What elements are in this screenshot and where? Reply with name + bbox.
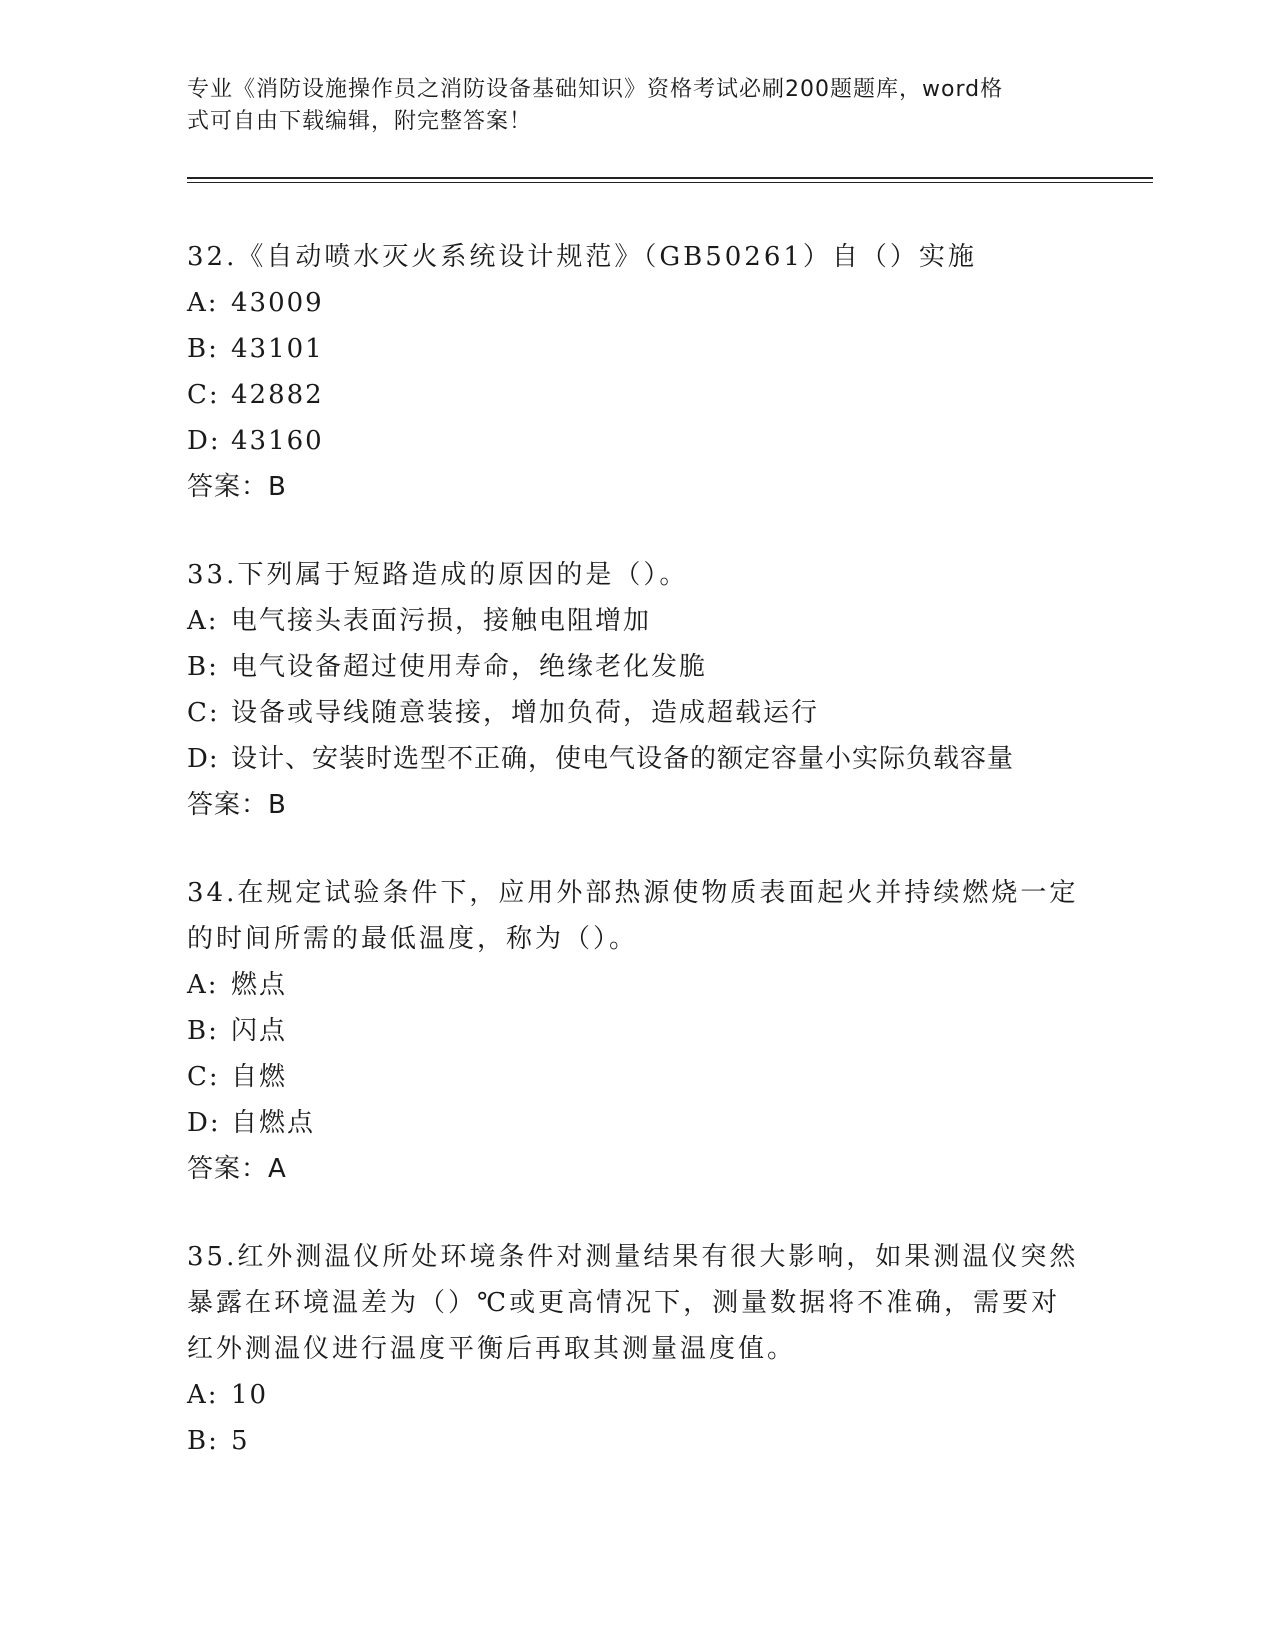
option-b xyxy=(187,326,1087,372)
option-text: 自燃 xyxy=(231,1062,288,1092)
option-letter: A: xyxy=(187,606,219,636)
option-text: 43009 xyxy=(231,288,324,318)
option-letter: D: xyxy=(187,744,219,774)
question-stem-line: 32.《自动喷水灭火系统设计规范》（GB50261）自（）实施 xyxy=(187,242,977,272)
option-text: 设备或导线随意装接，增加负荷，造成超载运行 xyxy=(231,698,820,728)
option-c xyxy=(187,372,1087,418)
option-c xyxy=(187,1054,1087,1100)
option-letter: D: xyxy=(187,426,221,456)
option-letter: B: xyxy=(187,1016,219,1046)
answer-line: 答案：B xyxy=(187,790,287,820)
option-letter: C: xyxy=(187,1062,220,1092)
option-letter: B: xyxy=(187,652,219,682)
question-33 xyxy=(187,552,1087,828)
option-text: 43101 xyxy=(231,334,324,364)
option-text: 燃点 xyxy=(231,970,288,1000)
option-d xyxy=(187,1100,1087,1146)
question-stem-line: 33.下列属于短路造成的原因的是（）。 xyxy=(187,560,689,590)
question-stem-line: 35.红外测温仪所处环境条件对测量结果有很大影响，如果测温仪突然 xyxy=(187,1242,1079,1272)
option-d xyxy=(187,736,1087,782)
option-letter: A: xyxy=(187,1380,219,1410)
option-letter: A: xyxy=(187,288,219,318)
header-divider-thick xyxy=(187,177,1153,179)
option-text: 闪点 xyxy=(231,1016,288,1046)
option-letter: C: xyxy=(187,380,220,410)
option-text: 43160 xyxy=(231,426,324,456)
option-a xyxy=(187,280,1087,326)
question-stem-line: 暴露在环境温差为（）℃或更高情况下，测量数据将不准确，需要对 xyxy=(187,1288,1061,1318)
option-text: 电气接头表面污损，接触电阻增加 xyxy=(231,606,652,636)
answer-line: 答案：B xyxy=(187,472,287,502)
option-letter: B: xyxy=(187,334,219,364)
question-32 xyxy=(187,234,1087,510)
question-35 xyxy=(187,1234,1087,1464)
header-divider-thin xyxy=(187,182,1153,183)
document-header xyxy=(187,74,1067,138)
question-34 xyxy=(187,870,1087,1192)
option-a xyxy=(187,1372,1087,1418)
option-letter: C: xyxy=(187,698,220,728)
option-text: 自燃点 xyxy=(231,1108,316,1138)
answer-line: 答案：A xyxy=(187,1154,287,1184)
question-stem-line: 的时间所需的最低温度，称为（）。 xyxy=(187,924,639,954)
option-text: 42882 xyxy=(231,380,324,410)
option-letter: A: xyxy=(187,970,219,1000)
option-b xyxy=(187,644,1087,690)
option-d xyxy=(187,418,1087,464)
header-line-1: 专业《消防设施操作员之消防设备基础知识》资格考试必刷200题题库，word格 xyxy=(187,77,1004,102)
option-c xyxy=(187,690,1087,736)
option-a xyxy=(187,598,1087,644)
option-text: 5 xyxy=(231,1426,250,1456)
option-b xyxy=(187,1418,1087,1464)
option-text: 10 xyxy=(231,1380,269,1410)
option-letter: D: xyxy=(187,1108,221,1138)
question-stem-line: 红外测温仪进行温度平衡后再取其测量温度值。 xyxy=(187,1334,797,1364)
option-text: 电气设备超过使用寿命，绝缘老化发脆 xyxy=(231,652,708,682)
option-a xyxy=(187,962,1087,1008)
header-line-2: 式可自由下载编辑，附完整答案！ xyxy=(187,109,533,134)
option-text: 设计、安装时选型不正确，使电气设备的额定容量小实际负载容量 xyxy=(231,744,1015,774)
option-letter: B: xyxy=(187,1426,219,1456)
option-b xyxy=(187,1008,1087,1054)
question-stem-line: 34.在规定试验条件下，应用外部热源使物质表面起火并持续燃烧一定 xyxy=(187,878,1079,908)
